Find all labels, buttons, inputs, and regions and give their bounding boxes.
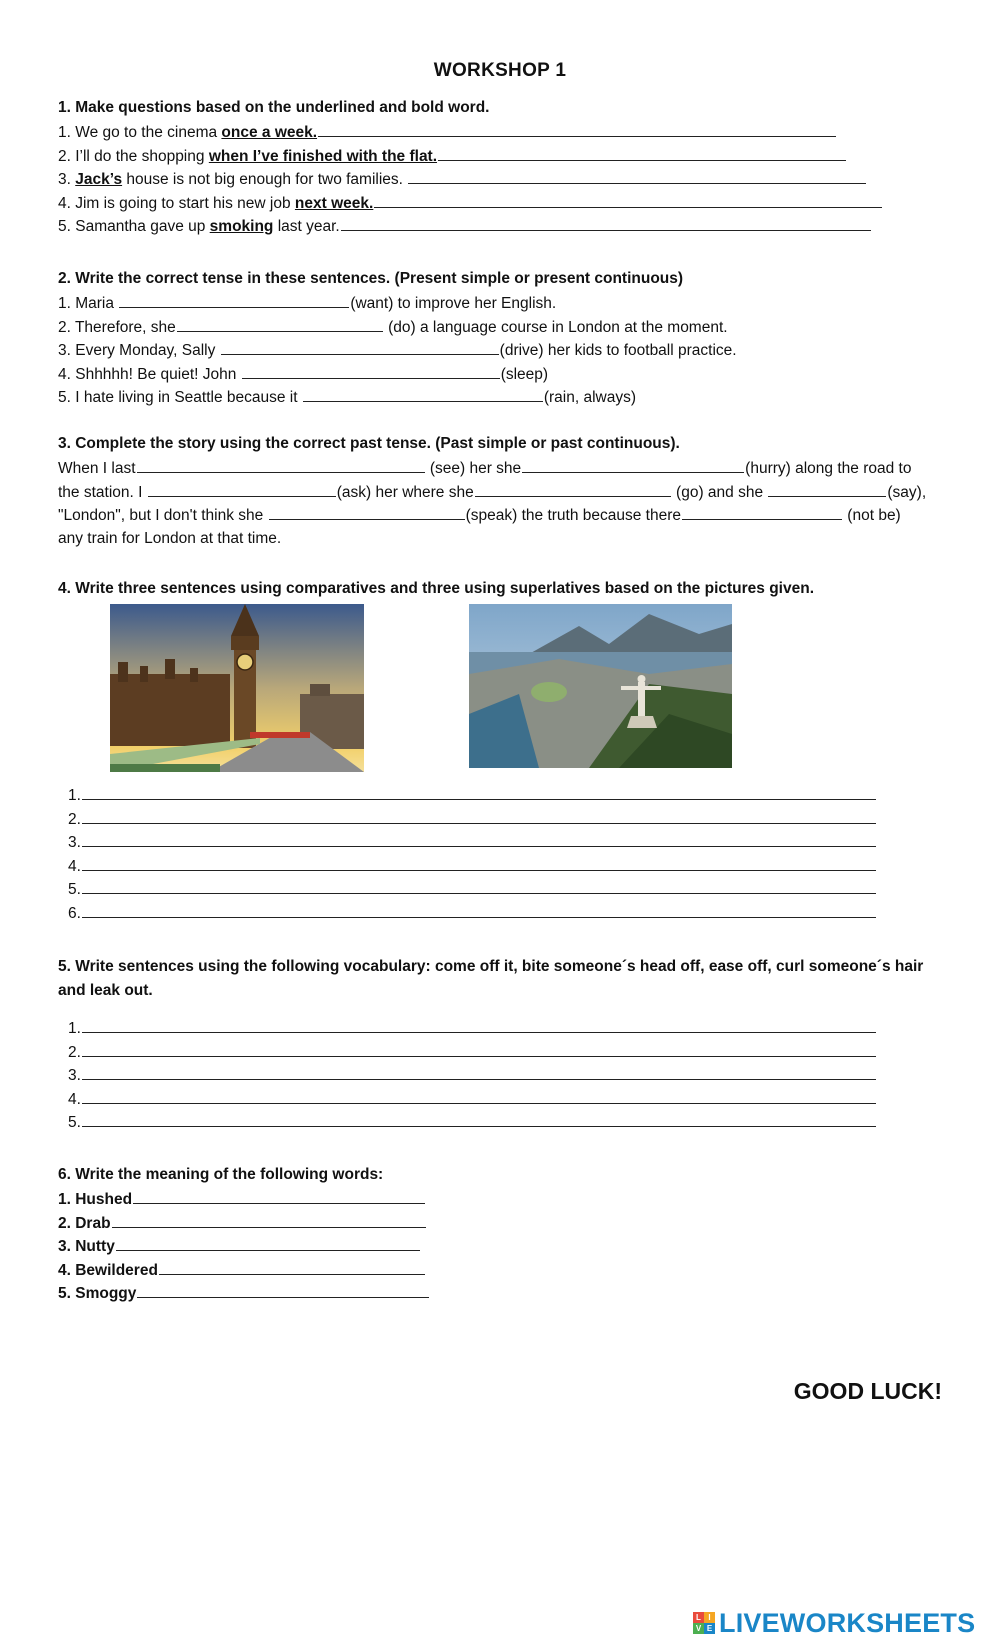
answer-line[interactable] xyxy=(82,807,876,824)
logo-letter-e: E xyxy=(704,1623,715,1634)
liveworksheets-logo[interactable] xyxy=(693,1608,975,1638)
answer-blank[interactable] xyxy=(221,338,499,355)
answer-line[interactable] xyxy=(82,783,876,800)
s4-answer-6: 6. xyxy=(68,901,876,925)
section-1-header: 1. Make questions based on the underlined and bold word. xyxy=(58,99,490,116)
s4-answer-1: 1. xyxy=(68,783,876,807)
s1-question-2: 2. I’ll do the shopping when I’ve finished with the flat. xyxy=(58,144,948,168)
answer-blank[interactable] xyxy=(438,144,846,161)
section-6 xyxy=(58,1163,948,1305)
rio-christ-redeemer-image xyxy=(469,604,732,768)
s5-answer-1: 1. xyxy=(68,1016,876,1040)
s5-answer-3: 3. xyxy=(68,1063,876,1087)
s1-question-4: 4. Jim is going to start his new job next week. xyxy=(58,191,948,215)
answer-blank[interactable] xyxy=(408,167,866,184)
s1-question-3: 3. Jack’s house is not big enough for two families. xyxy=(58,167,948,191)
answer-blank[interactable] xyxy=(682,503,842,520)
s5-answer-5: 5. xyxy=(68,1110,876,1134)
section-4-header: 4. Write three sentences using comparatives and three using superlatives based on the pictures given. xyxy=(58,580,815,597)
answer-blank[interactable] xyxy=(137,1281,429,1298)
section-3 xyxy=(58,432,948,550)
section-5-answer-list xyxy=(68,1016,876,1134)
s1-question-1: 1. We go to the cinema once a week. xyxy=(58,120,948,144)
answer-blank[interactable] xyxy=(341,214,871,231)
answer-blank[interactable] xyxy=(242,362,500,379)
answer-line[interactable] xyxy=(82,877,876,894)
s2-item-4: 4. Shhhhh! Be quiet! John (sleep) xyxy=(58,362,948,386)
answer-line[interactable] xyxy=(82,1110,876,1127)
answer-line[interactable] xyxy=(82,1087,876,1104)
section-2 xyxy=(58,267,948,409)
section-5 xyxy=(58,955,948,1003)
answer-blank[interactable] xyxy=(116,1234,420,1251)
s4-answer-2: 2. xyxy=(68,807,876,831)
section-5-header-line-2: and leak out. xyxy=(58,982,153,999)
liveworksheets-logo-text: LIVEWORKSHEETS xyxy=(719,1607,976,1638)
section-5-header-line-1: 5. Write sentences using the following vocabulary: come off it, bite someone´s head off, ease off, curl someone´s hair xyxy=(58,958,924,975)
section-3-header: 3. Complete the story using the correct past tense. (Past simple or past continuous). xyxy=(58,435,680,452)
answer-blank[interactable] xyxy=(148,480,336,497)
answer-blank[interactable] xyxy=(303,385,543,402)
answer-blank[interactable] xyxy=(137,456,425,473)
answer-blank[interactable] xyxy=(177,315,383,332)
answer-blank[interactable] xyxy=(374,191,882,208)
section-1 xyxy=(58,96,948,238)
good-luck-text: GOOD LUCK! xyxy=(793,1378,942,1404)
s6-word-4: 4. Bewildered xyxy=(58,1258,948,1282)
s6-word-3: 3. Nutty xyxy=(58,1234,948,1258)
logo-letter-v: V xyxy=(693,1623,704,1634)
answer-blank[interactable] xyxy=(119,291,349,308)
liveworksheets-logo-icon xyxy=(693,1612,715,1634)
answer-blank[interactable] xyxy=(112,1211,426,1228)
s6-word-5: 5. Smoggy xyxy=(58,1281,948,1305)
section-2-header: 2. Write the correct tense in these sentences. (Present simple or present continuous) xyxy=(58,270,684,287)
s4-answer-5: 5. xyxy=(68,877,876,901)
logo-letter-l: L xyxy=(693,1612,704,1623)
s4-answer-4: 4. xyxy=(68,854,876,878)
s6-word-1: 1. Hushed xyxy=(58,1187,948,1211)
answer-line[interactable] xyxy=(82,901,876,918)
s1-question-5: 5. Samantha gave up smoking last year. xyxy=(58,214,948,238)
s2-item-3: 3. Every Monday, Sally (drive) her kids to football practice. xyxy=(58,338,948,362)
answer-blank[interactable] xyxy=(768,480,886,497)
s3-story-line-1: When I last (see) her she (hurry) along the road to xyxy=(58,456,948,480)
answer-blank[interactable] xyxy=(159,1258,425,1275)
answer-blank[interactable] xyxy=(318,120,836,137)
london-big-ben-image xyxy=(110,604,364,772)
answer-blank[interactable] xyxy=(475,480,671,497)
rio-illustration xyxy=(469,604,732,768)
s2-item-5: 5. I hate living in Seattle because it (rain, always) xyxy=(58,385,948,409)
s5-answer-2: 2. xyxy=(68,1040,876,1064)
s4-answer-3: 3. xyxy=(68,830,876,854)
s3-story-line-3: "London", but I don't think she (speak) the truth because there (not be) xyxy=(58,503,948,527)
s2-item-2: 2. Therefore, she (do) a language course in London at the moment. xyxy=(58,315,948,339)
answer-line[interactable] xyxy=(82,830,876,847)
s6-word-2: 2. Drab xyxy=(58,1211,948,1235)
answer-line[interactable] xyxy=(82,1016,876,1033)
section-4-answer-list xyxy=(68,783,876,925)
s2-item-1: 1. Maria (want) to improve her English. xyxy=(58,291,948,315)
answer-blank[interactable] xyxy=(269,503,465,520)
logo-letter-i: I xyxy=(704,1612,715,1623)
answer-line[interactable] xyxy=(82,854,876,871)
answer-blank[interactable] xyxy=(133,1187,425,1204)
answer-line[interactable] xyxy=(82,1063,876,1080)
section-4 xyxy=(58,577,948,601)
section-6-header: 6. Write the meaning of the following words: xyxy=(58,1166,384,1183)
s3-story-line-4: any train for London at that time. xyxy=(58,529,282,547)
answer-line[interactable] xyxy=(82,1040,876,1057)
worksheet-title: WORKSHOP 1 xyxy=(433,60,567,81)
answer-blank[interactable] xyxy=(522,456,744,473)
london-illustration xyxy=(110,604,364,772)
s5-answer-4: 4. xyxy=(68,1087,876,1111)
s3-story-line-2: the station. I (ask) her where she (go) and she (say), xyxy=(58,480,948,504)
